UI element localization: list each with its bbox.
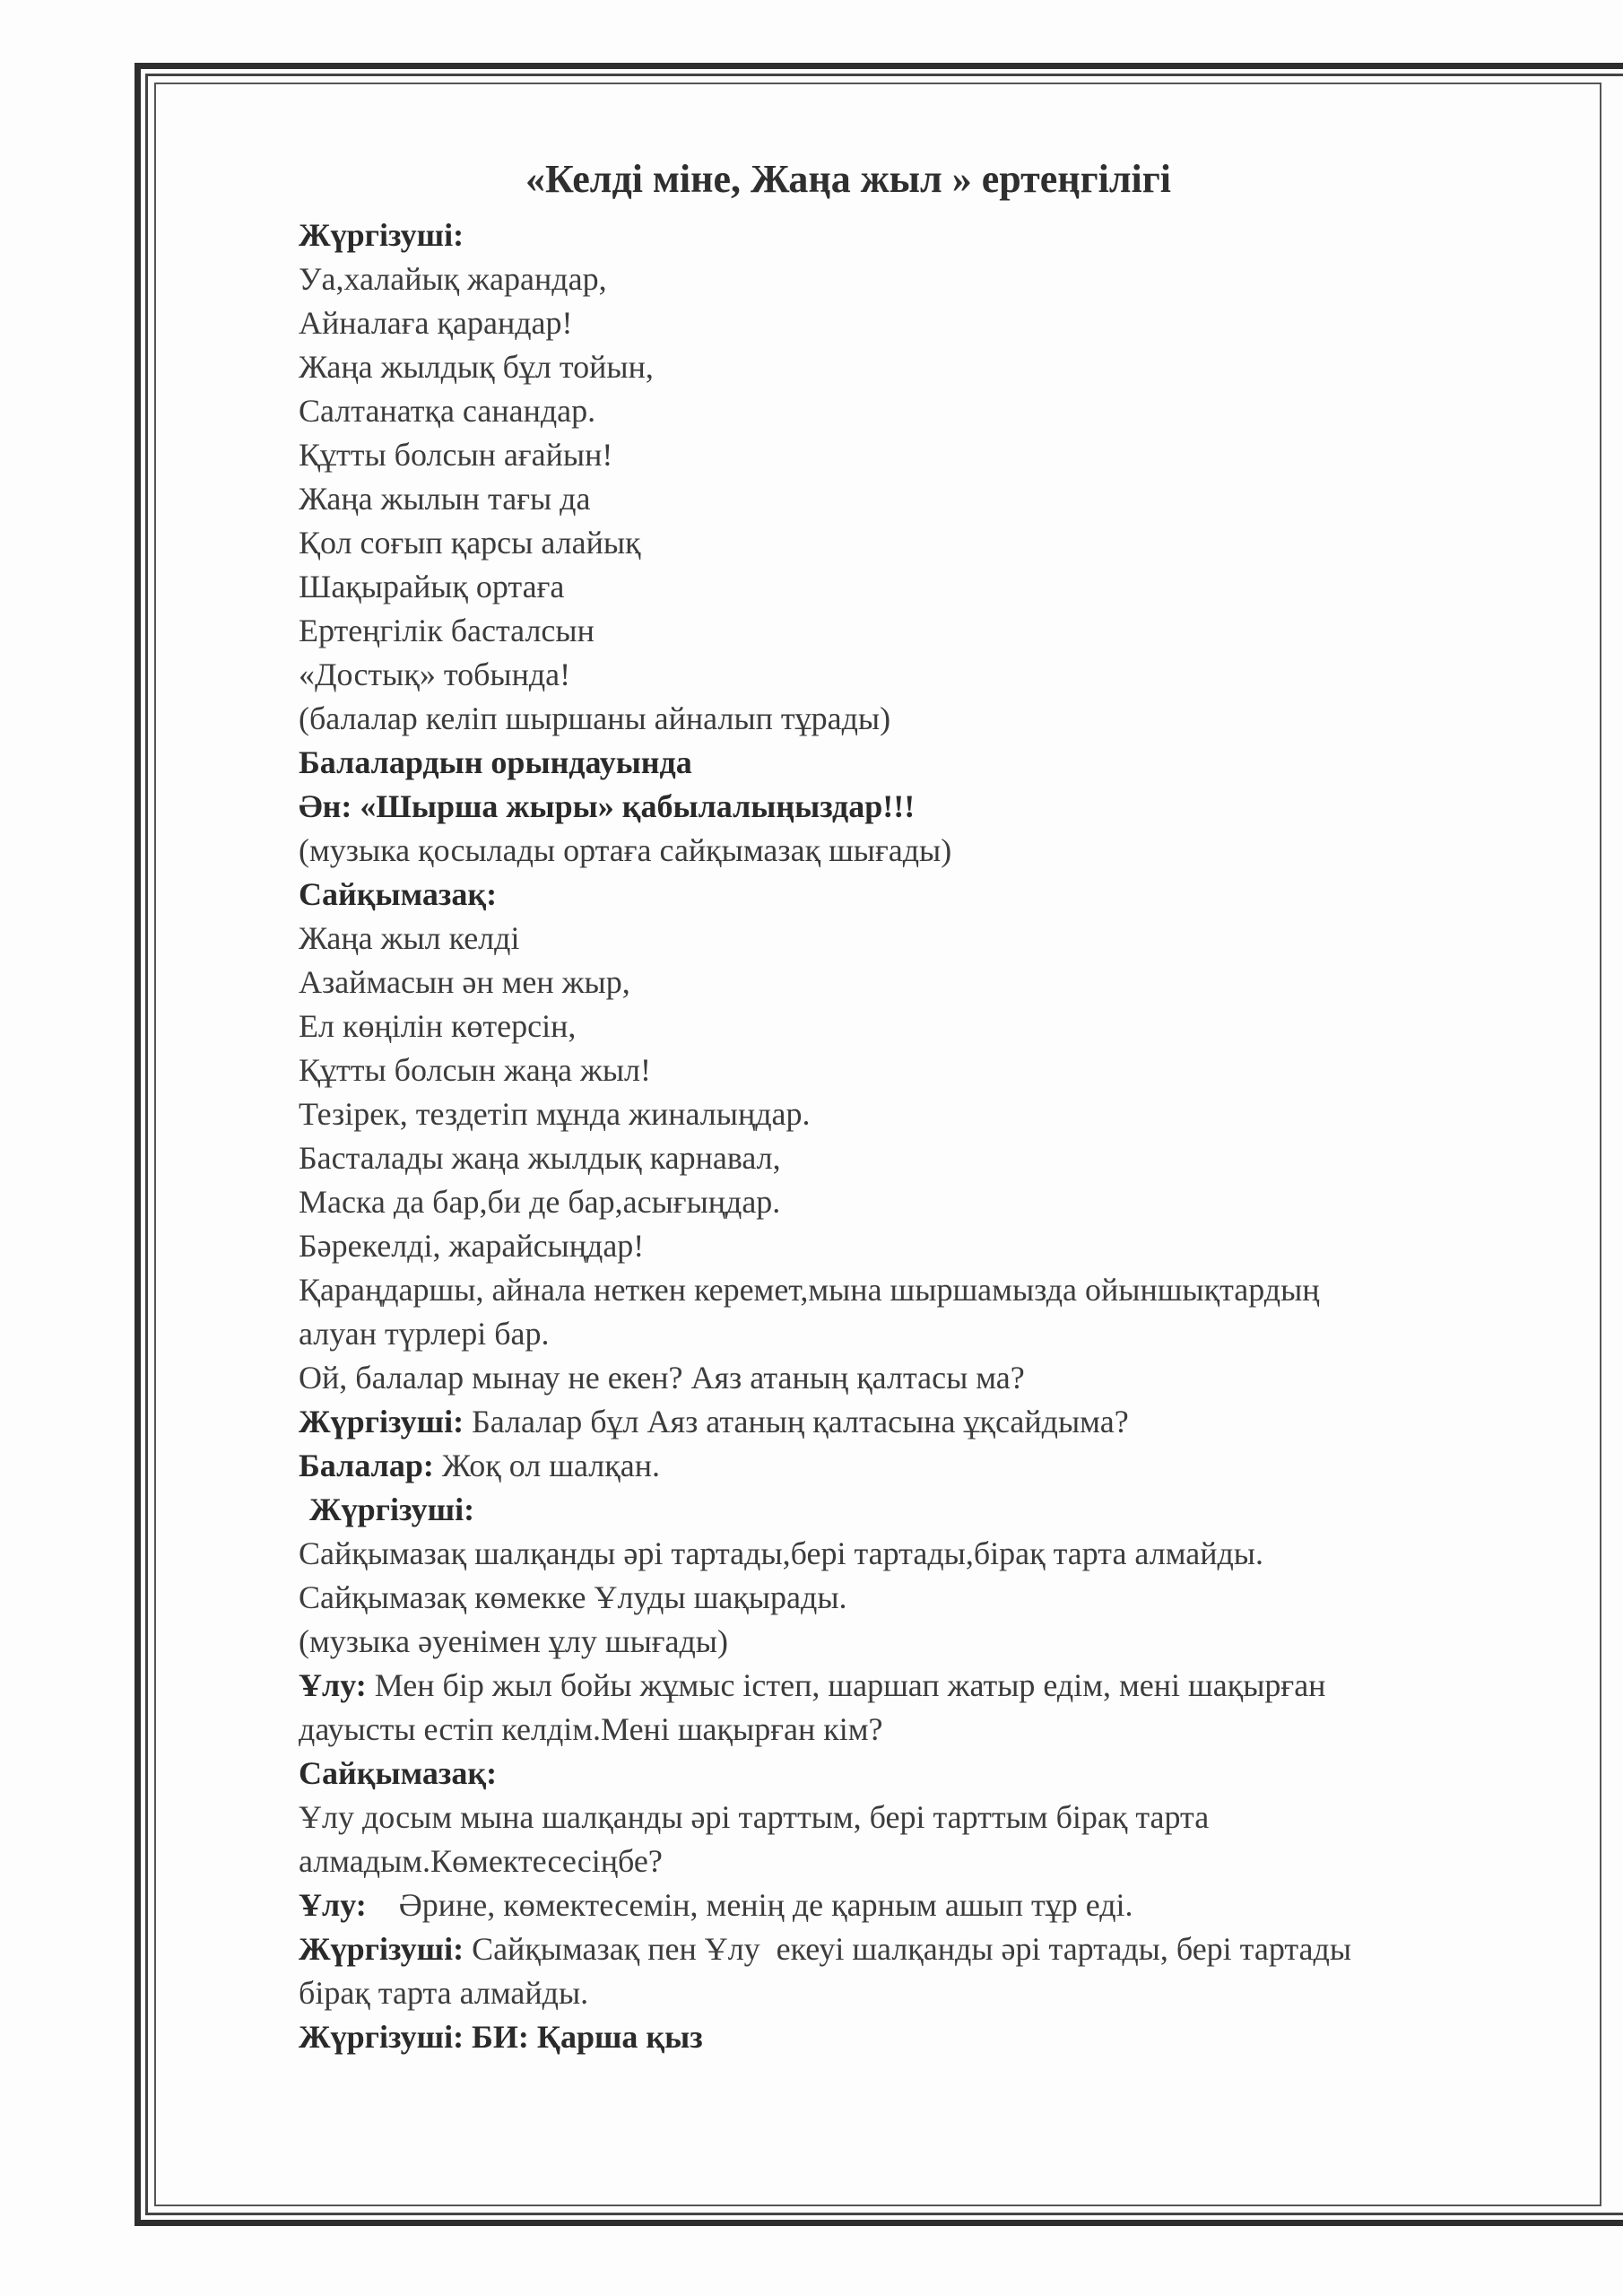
script-line [299,1400,1572,1444]
script-line: Қол соғып қарсы алайық [299,525,641,561]
script-line: Сайқымазақ көмекке Ұлуды шақырады. [299,1579,847,1615]
script-line: Басталады жаңа жылдық карнавал, [299,1140,781,1176]
speaker-text: Балалар бұл Аяз атаның қалтасына ұқсайдыма? [464,1404,1129,1439]
script-line: Жаңа жылын тағы да [299,481,591,517]
script-line: Сайқымазақ шалқанды әрі тартады,бері тартады,бірақ тарта алмайды. [299,1535,1263,1571]
document-content [299,152,1572,2059]
script-line: Жүргізуші: [309,1492,475,1527]
speaker-label: Балалар: [299,1448,434,1483]
script-line: алуан түрлері бар. [299,1316,550,1352]
script-line: Ұлу досым мына шалқанды әрі тарттым, бері тарттым бірақ тарта [299,1799,1210,1835]
script-line: (музыка қосылады ортаға сайқымазақ шығады) [299,832,952,868]
script-line: Балалардын орындауында [299,744,692,780]
script-line: Қараңдаршы, айнала неткен керемет,мына шыршамызда ойыншықтардың [299,1272,1320,1308]
script-line [299,1927,1572,1971]
script-line: Құтты болсын жаңа жыл! [299,1052,652,1088]
script-line: дауысты естіп келдім.Мені шақырған кім? [299,1711,883,1747]
script-line: бірақ тарта алмайды. [299,1975,589,2011]
script-line: Сайқымазақ: [299,876,498,912]
speaker-text: Сайқымазақ пен Ұлу екеуі шалқанды әрі тартады, бері тартады [464,1931,1352,1967]
script-line: Сайқымазақ: [299,1755,498,1791]
speaker-text: Мен бір жыл бойы жұмыс істеп, шаршап жатыр едім, мені шақырған [366,1667,1326,1703]
script-line: Маска да бар,би де бар,асығыңдар. [299,1184,781,1220]
script-line: Бәрекелді, жарайсыңдар! [299,1228,645,1264]
script-line: Құтты болсын ағайын! [299,437,613,473]
script-line: Жүргізуші: БИ: Қарша қыз [299,2019,703,2055]
script-lines [299,213,1572,2059]
speaker-text: Жоқ ол шалқан. [433,1448,660,1483]
speaker-label: Ұлу: [299,1887,367,1923]
document-title: «Келді міне, Жаңа жыл » ертеңгілігі [525,157,1171,201]
script-line: Азаймасын ән мен жыр, [299,964,630,1000]
speaker-label: Ұлу: [299,1667,367,1703]
script-line: (музыка әуенімен ұлу шығады) [299,1623,728,1659]
script-line: Ел көңілін көтерсін, [299,1008,577,1044]
script-line: «Достық» тобында! [299,657,571,692]
script-line: Ой, балалар мынау не екен? Аяз атаның қалтасы ма? [299,1360,1025,1396]
script-line: Салтанатқа санандар. [299,393,596,429]
speaker-text: Әрине, көмектесемін, менің де қарным ашып тұр еді. [366,1887,1133,1923]
script-line: Жаңа жыл келді [299,920,520,956]
script-line: Айналаға қарандар! [299,305,573,341]
script-line: Уа,халайық жарандар, [299,261,607,297]
script-line: Ертеңгілік басталсын [299,613,595,648]
speaker-label: Жүргізуші: [299,1931,464,1967]
script-line: Тезірек, тездетіп мұнда жиналыңдар. [299,1096,811,1132]
script-line [299,1444,1572,1488]
script-line: Ән: «Шырша жыры» қабылалыңыздар!!! [299,788,916,824]
script-line [299,1883,1572,1927]
script-line: Шақырайық ортаға [299,569,565,604]
script-line [299,1664,1572,1708]
speaker-label: Жүргізуші: [299,1404,464,1439]
script-line: Жаңа жылдық бұл тойын, [299,349,654,385]
script-line: алмадым.Көмектесесіңбе? [299,1843,663,1879]
script-line: Жүргізуші: [299,217,464,253]
script-line: (балалар келіп шыршаны айналып тұрады) [299,700,891,736]
